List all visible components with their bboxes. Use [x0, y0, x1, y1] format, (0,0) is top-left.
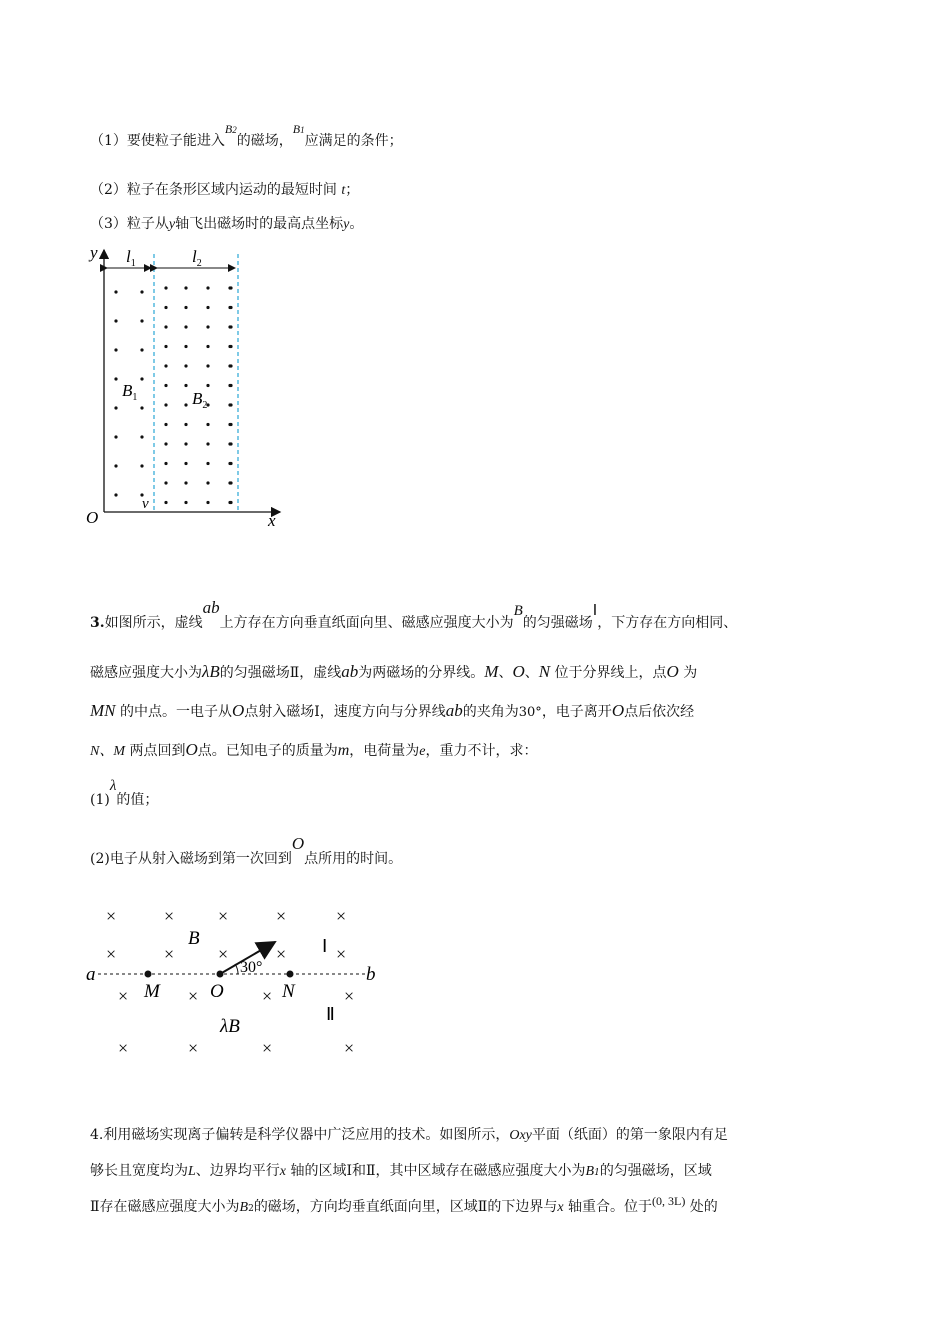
- field-dot: [140, 406, 143, 409]
- label-m: M: [144, 981, 160, 1002]
- field-dot: [184, 384, 187, 387]
- field-dot: [164, 481, 167, 484]
- x-axis-label: x: [268, 511, 276, 530]
- field-dot: [229, 364, 232, 367]
- field-dot: [206, 325, 209, 328]
- q2-figure: [82, 238, 302, 538]
- q3-line-1: 3.如图所示，虚线ab上方存在方向垂直纸面向里、磁感应强度大小为B的匀强磁场Ⅰ，下方存在方向相同、: [90, 598, 738, 631]
- q3-sub-2: (2)电子从射入磁场到第一次回到O点所用的时间。: [90, 834, 403, 867]
- q4-line-3: Ⅱ存在磁感应强度大小为B2的磁场，方向均垂直纸面向里，区域Ⅱ的下边界与x 轴重合。位于(0, 3L) 处的: [90, 1194, 718, 1215]
- b2-label: $B_2$: [192, 389, 208, 411]
- label-lambda-b: λB: [220, 1016, 240, 1037]
- field-dot: [184, 501, 187, 504]
- q3-figure: [82, 900, 382, 1060]
- field-dot: [229, 325, 232, 328]
- q2-item-2: （2）粒子在条形区域内运动的最短时间 t；: [90, 182, 360, 198]
- field-dot: [164, 345, 167, 348]
- svg-text:×: ×: [276, 906, 287, 926]
- field-dot: [206, 384, 209, 387]
- field-dot: [114, 319, 117, 322]
- svg-text:×: ×: [118, 1038, 129, 1058]
- q3-sub-1: (1)λ的值；: [90, 778, 159, 808]
- svg-text:×: ×: [344, 986, 355, 1006]
- svg-text:×: ×: [336, 944, 347, 964]
- field-dot: [206, 442, 209, 445]
- field-dot: [229, 442, 232, 445]
- svg-text:×: ×: [164, 944, 175, 964]
- field-dot: [229, 423, 232, 426]
- field-dot: [206, 481, 209, 484]
- label-o: O: [210, 981, 224, 1002]
- b1-label: $B_1$: [122, 381, 138, 403]
- svg-text:×: ×: [336, 906, 347, 926]
- field-dot: [206, 462, 209, 465]
- q3-line-3: MN 的中点。一电子从O点射入磁场Ⅰ，速度方向与分界线ab的夹角为30°，电子离开O点后依次经: [90, 701, 695, 720]
- svg-text:×: ×: [276, 944, 287, 964]
- field-dot: [164, 423, 167, 426]
- field-dot: [164, 306, 167, 309]
- field-dot: [229, 462, 232, 465]
- l2-label: $l_2$: [192, 247, 202, 269]
- q2-item-1: （1）要使粒子能进入B2的磁场，B1应满足的条件；: [90, 122, 403, 149]
- field-dot: [164, 286, 167, 289]
- field-dot: [114, 348, 117, 351]
- field-dot: [114, 406, 117, 409]
- q4-line-1: 4.利用磁场实现离子偏转是科学仪器中广泛应用的技术。如图所示，Oxy平面（纸面）的第一象限内有足: [90, 1127, 728, 1143]
- field-dot: [229, 286, 232, 289]
- field-dot: [140, 435, 143, 438]
- field-dot: [184, 442, 187, 445]
- field-dot: [184, 462, 187, 465]
- svg-text:×: ×: [118, 986, 129, 1006]
- label-n: N: [282, 981, 295, 1002]
- svg-text:×: ×: [164, 906, 175, 926]
- field-dot: [229, 306, 232, 309]
- field-dot: [206, 364, 209, 367]
- label-region-1: Ⅰ: [322, 936, 328, 956]
- label-region-2: Ⅱ: [326, 1004, 335, 1024]
- svg-text:×: ×: [262, 1038, 273, 1058]
- field-dot: [164, 501, 167, 504]
- field-dot: [229, 403, 232, 406]
- field-dot: [140, 319, 143, 322]
- label-a: a: [86, 964, 96, 985]
- field-dot: [206, 345, 209, 348]
- field-dot: [229, 345, 232, 348]
- field-dot: [184, 423, 187, 426]
- field-dot: [184, 325, 187, 328]
- field-dot: [164, 364, 167, 367]
- label-b: b: [366, 964, 376, 985]
- field-dot: [229, 384, 232, 387]
- field-dot: [164, 462, 167, 465]
- q3-line-4: N、M 两点回到O点。已知电子的质量为m，电荷量为e，重力不计，求：: [90, 740, 538, 759]
- field-dot: [229, 501, 232, 504]
- field-dot: [114, 493, 117, 496]
- field-dot: [164, 325, 167, 328]
- svg-text:×: ×: [262, 986, 273, 1006]
- v-label: v: [142, 496, 149, 512]
- svg-text:×: ×: [188, 1038, 199, 1058]
- svg-text:×: ×: [106, 944, 117, 964]
- field-dot: [114, 464, 117, 467]
- y-axis-label: y: [90, 243, 98, 262]
- field-dot: [206, 501, 209, 504]
- label-angle: 30°: [240, 959, 263, 976]
- field-dot: [206, 286, 209, 289]
- field-dot: [140, 348, 143, 351]
- q2-item-3: （3）粒子从y轴飞出磁场时的最高点坐标y。: [90, 216, 364, 232]
- field-dot: [184, 345, 187, 348]
- field-dot: [140, 464, 143, 467]
- svg-text:×: ×: [344, 1038, 355, 1058]
- field-dot: [184, 364, 187, 367]
- q4-line-2: 够长且宽度均为L、边界均平行x 轴的区域Ⅰ和Ⅱ，其中区域存在磁感应强度大小为B1的匀强磁场，区域: [90, 1163, 712, 1179]
- field-dot: [114, 435, 117, 438]
- field-dot: [184, 481, 187, 484]
- l1-label: $l_1$: [126, 247, 136, 269]
- field-dot: [114, 377, 117, 380]
- field-dot: [164, 442, 167, 445]
- field-dot: [164, 403, 167, 406]
- b1-symbol: B1: [292, 122, 305, 136]
- label-b-field: B: [188, 928, 200, 949]
- q3-line-2: 磁感应强度大小为λB的匀强磁场Ⅱ，虚线ab为两磁场的分界线。M、O、N 位于分界线上，点O 为: [90, 662, 698, 681]
- svg-text:×: ×: [188, 986, 199, 1006]
- field-dot: [229, 481, 232, 484]
- b2-symbol: B2: [224, 122, 237, 136]
- field-dot: [206, 306, 209, 309]
- field-dot: [164, 384, 167, 387]
- svg-text:×: ×: [218, 944, 229, 964]
- field-dot: [206, 423, 209, 426]
- point-m: [145, 971, 152, 978]
- field-dot: [140, 290, 143, 293]
- field-dot: [184, 403, 187, 406]
- origin-label: O: [86, 508, 99, 527]
- svg-text:×: ×: [106, 906, 117, 926]
- field-dot: [184, 286, 187, 289]
- field-dot: [140, 377, 143, 380]
- field-dot: [114, 290, 117, 293]
- svg-text:×: ×: [218, 906, 229, 926]
- field-dot: [184, 306, 187, 309]
- point-n: [287, 971, 294, 978]
